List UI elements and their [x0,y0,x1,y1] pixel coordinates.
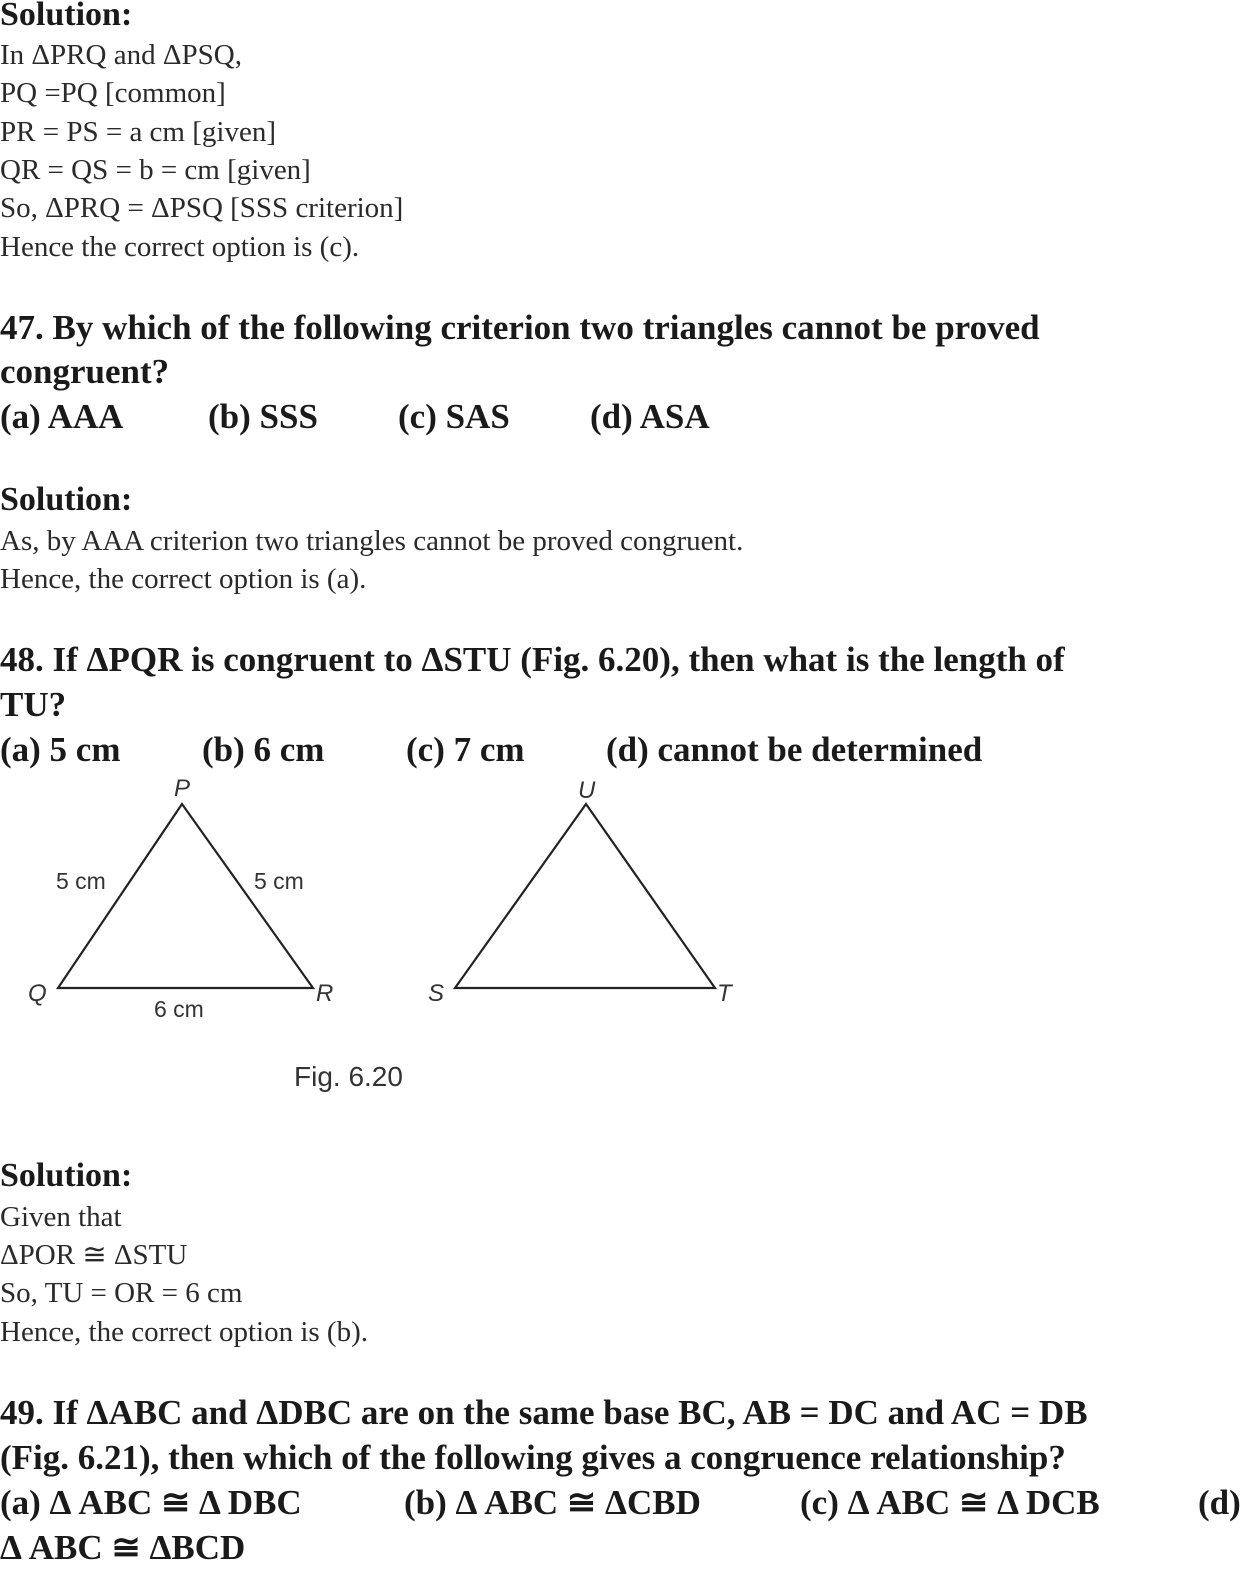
solution-heading: Solution: [0,1157,133,1194]
option-c: (c) SAS [398,397,510,436]
vertex-label-q: Q [28,980,47,1007]
side-label-qr: 6 cm [154,996,204,1022]
solution-line: So, ΔPRQ = ΔPSQ [SSS criterion] [0,192,404,224]
question-48-text: 48. If ΔPQR is congruent to ΔSTU (Fig. 6.20), then what is the length of [0,640,1065,679]
option-c: (c) Δ ABC ≅ Δ DCB [800,1483,1100,1522]
solution-line: Hence, the correct option is (a). [0,563,367,595]
option-a: (a) AAA [0,397,124,436]
question-49-text: 49. If ΔABC and ΔDBC are on the same base BC, AB = DC and AC = DB [0,1393,1088,1432]
question-47-text: 47. By which of the following criterion two triangles cannot be proved [0,308,1040,347]
option-b: (b) Δ ABC ≅ ΔCBD [404,1483,701,1522]
solution-line: PR = PS = a cm [given] [0,116,276,148]
triangle-stu [455,804,715,988]
vertex-label-p: P [174,775,191,802]
triangle-pqr [58,804,313,988]
vertex-label-t: T [717,980,732,1007]
question-48-text-cont: TU? [0,685,67,724]
option-d: (d) ASA [590,397,710,436]
figure-6-20 [0,770,800,1100]
option-b: (b) 6 cm [202,730,325,769]
solution-heading: Solution: [0,481,133,518]
solution-heading: Solution: [0,0,133,33]
solution-line: As, by AAA criterion two triangles cannot be proved congruent. [0,525,744,557]
option-a: (a) Δ ABC ≅ Δ DBC [0,1483,302,1522]
solution-line: In ΔPRQ and ΔPSQ, [0,39,242,71]
side-label-pq: 5 cm [56,868,106,894]
question-47-text-cont: congruent? [0,352,170,391]
vertex-label-u: U [578,777,596,804]
solution-line: PQ =PQ [common] [0,77,226,109]
option-b: (b) SSS [208,397,318,436]
option-d: (d) cannot be determined [606,730,983,769]
solution-line: QR = QS = b = cm [given] [0,154,311,186]
side-label-pr: 5 cm [254,868,304,894]
vertex-label-r: R [316,980,334,1007]
option-c: (c) 7 cm [406,730,525,769]
figure-caption: Fig. 6.20 [294,1061,403,1092]
solution-line: Hence, the correct option is (b). [0,1316,368,1348]
solution-line: So, TU = OR = 6 cm [0,1277,243,1309]
option-a: (a) 5 cm [0,730,121,769]
question-49-option-d-text: Δ ABC ≅ ΔBCD [0,1528,246,1567]
solution-line: Given that [0,1201,122,1233]
vertex-label-s: S [428,980,445,1007]
option-d: (d) [1198,1483,1241,1522]
solution-line: ΔPOR ≅ ΔSTU [0,1239,188,1271]
solution-line: Hence the correct option is (c). [0,231,360,263]
question-49-text-cont: (Fig. 6.21), then which of the following gives a congruence relationship? [0,1438,1066,1477]
